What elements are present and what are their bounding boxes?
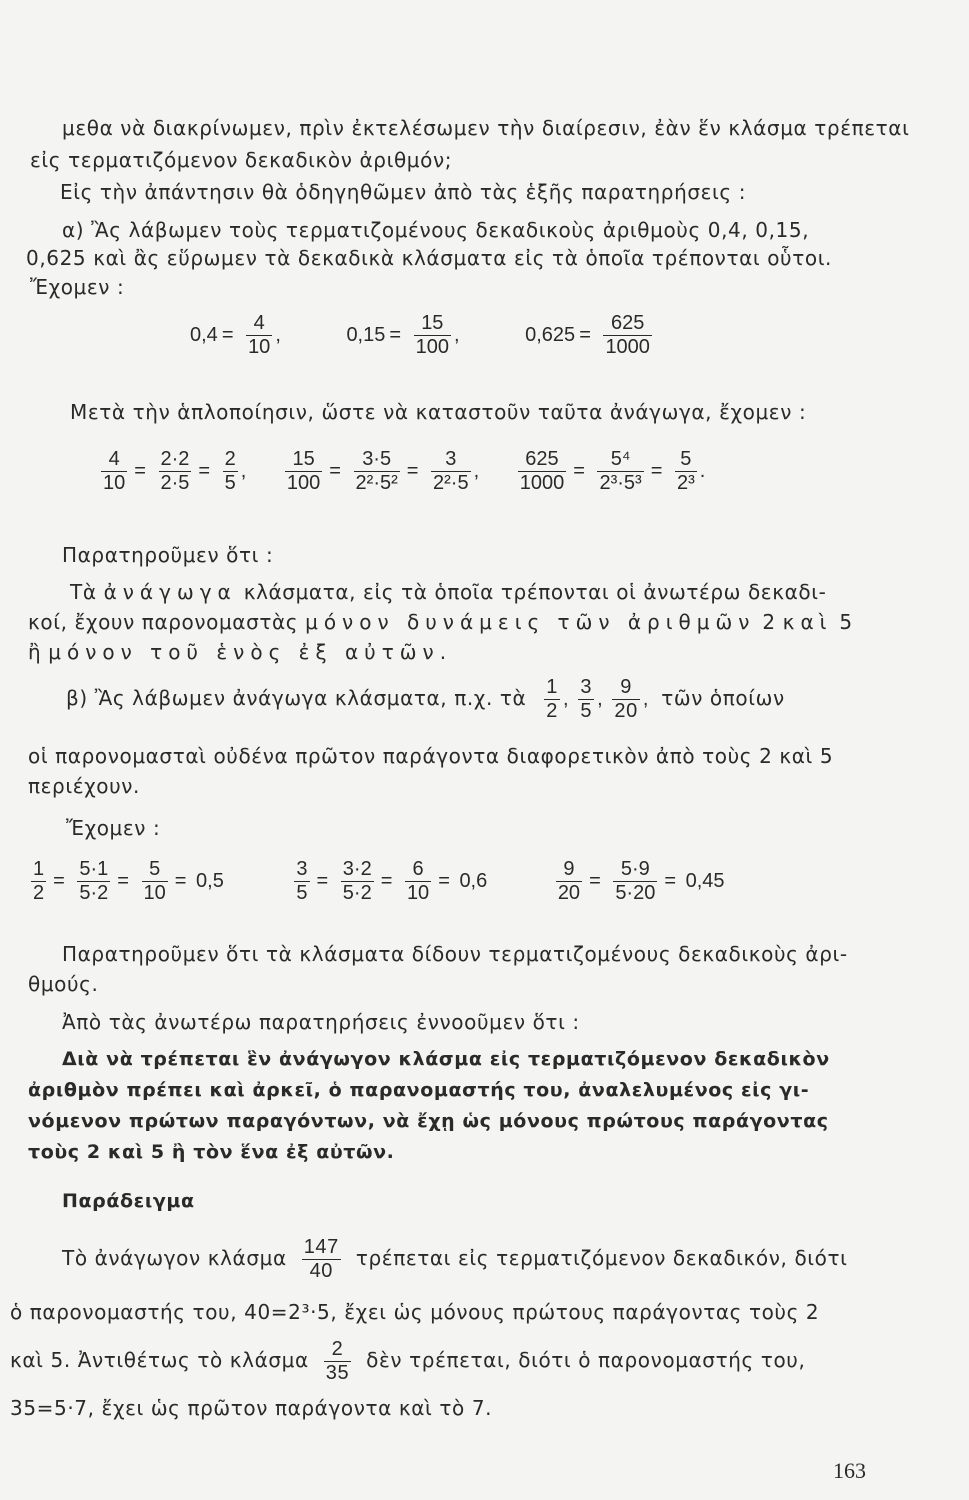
equation-simplification: $\frac{4}{10}$ = $\frac{2\cdot 2}{2\cdot 5}$ = $\frac{2}{5}$ , $\frac{15}{100}$ = $\frac{3\cdot 5}{\text{2²·5²}}$ = $\frac{3}{\text{2²·5}}$ , $\frac{625}{1000}$ = $\frac{\text{5⁴}}{\text{2³·5³}}$ = $\frac{5}{\text{2³}}$ . bbox=[103, 448, 706, 494]
text-line: Τὰ ἀνάγωγα κλάσματα, εἰς τὰ ὁποῖα τρέπονται οἱ ἀνωτέρω δεκαδι- bbox=[70, 580, 827, 604]
text-line: Παρατηροῦμεν ὅτι τὰ κλάσματα δίδουν τερματιζομένους δεκαδικοὺς ἀρι- bbox=[62, 942, 848, 966]
text-line: ὁ παρονομαστής του, 40=2³·5, ἔχει ὡς μόνους πρώτους παράγοντας τοὺς 2 bbox=[10, 1300, 820, 1324]
text-line: εἰς τερματιζόμενον δεκαδικὸν ἀριθμόν; bbox=[30, 148, 453, 172]
text-line: οἱ παρονομασταὶ οὐδένα πρῶτον παράγοντα διαφορετικὸν ἀπὸ τοὺς 2 καὶ 5 bbox=[28, 744, 834, 768]
theorem-line: τοὺς 2 καὶ 5 ἢ τὸν ἕνα ἐξ αὐτῶν. bbox=[28, 1141, 395, 1163]
text-line: Εἰς τὴν ἀπάντησιν θὰ ὁδηγηθῶμεν ἀπὸ τὰς ἑξῆς παρατηρήσεις : bbox=[60, 180, 747, 204]
text-line: Τὸ ἀνάγωγον κλάσμα $\frac{147}{40}$ τρέπεται εἰς τερματιζόμενον δεκαδικόν, διότι bbox=[62, 1236, 848, 1282]
theorem-line: νόμενον πρώτων παραγόντων, νὰ ἔχῃ ὡς μόνους πρώτους παράγοντας bbox=[28, 1110, 829, 1132]
text-line: καὶ 5. Ἀντιθέτως τὸ κλάσμα $\frac{2}{35}$ δὲν τρέπεται, διότι ὁ παρονομαστής του, bbox=[10, 1338, 806, 1384]
theorem-line: Διὰ νὰ τρέπεται ἓν ἀνάγωγον κλάσμα εἰς τερματιζόμενον δεκαδικὸν bbox=[62, 1048, 830, 1070]
text-line: 35=5·7, ἔχει ὡς πρῶτον παράγοντα καὶ τὸ 7. bbox=[10, 1396, 493, 1420]
text-line: Μετὰ τὴν ἁπλοποίησιν, ὥστε νὰ καταστοῦν ταῦτα ἀνάγωγα, ἔχομεν : bbox=[70, 400, 807, 424]
equation-decimal-fractions: 0,4 = $\frac{4}{10}$ , 0,15 = $\frac{15}{100}$ , 0,625 = $\frac{625}{1000}$ bbox=[190, 312, 650, 358]
text-line: Ἀπὸ τὰς ἀνωτέρω παρατηρήσεις ἐννοοῦμεν ὅτι : bbox=[62, 1010, 580, 1034]
text-line: 0,625 καὶ ἂς εὕρωμεν τὰ δεκαδικὰ κλάσματα εἰς τὰ ὁποῖα τρέπονται οὗτοι. bbox=[26, 246, 833, 270]
text-line: Ἔχομεν : bbox=[30, 275, 125, 299]
text-line: Παρατηροῦμεν ὅτι : bbox=[62, 543, 274, 567]
text-line: α) Ἂς λάβωμεν τοὺς τερματιζομένους δεκαδικοὺς ἀριθμοὺς 0,4, 0,15, bbox=[62, 218, 810, 242]
text-line: μεθα νὰ διακρίνωμεν, πρὶν ἐκτελέσωμεν τὴν διαίρεσιν, ἐὰν ἕν κλάσμα τρέπεται bbox=[62, 116, 910, 140]
page-number: 163 bbox=[833, 1458, 866, 1483]
text-line: κοί, ἔχουν παρονομαστὰς μόνον δυνάμεις τῶν ἀριθμῶν 2 καὶ 5 bbox=[28, 610, 853, 634]
text-line: θμούς. bbox=[28, 972, 99, 996]
section-heading: Παράδειγμα bbox=[62, 1190, 195, 1212]
theorem-line: ἀριθμὸν πρέπει καὶ ἀρκεῖ, ὁ παρανομαστής του, ἀναλελυμένος εἰς γι- bbox=[28, 1079, 810, 1101]
equation-nondecimal-fractions: $\frac{1}{2}$ = $\frac{5\cdot 1}{5\cdot 2}$ = $\frac{5}{10}$ = 0,5 $\frac{3}{5}$ = $\frac{3\cdot 2}{5\cdot 2}$ = $\frac{6}{10}$ = 0,6 $\frac{9}{20}$ = $\frac{5\cdot 9}{5\cdot 20}$ = 0,45 bbox=[33, 858, 725, 904]
text-line: ἢ μόνον τοῦ ἑνὸς ἐξ αὐτῶν. bbox=[28, 640, 453, 664]
text-line: περιέχουν. bbox=[28, 774, 141, 798]
text-line: β) Ἂς λάβωμεν ἀνάγωγα κλάσματα, π.χ. τὰ $\frac{1}{2}$ , $\frac{3}{5}$ , $\frac{9}{20}$ , τῶν ὁποίων bbox=[66, 676, 785, 722]
text-line: Ἔχομεν : bbox=[66, 816, 161, 840]
